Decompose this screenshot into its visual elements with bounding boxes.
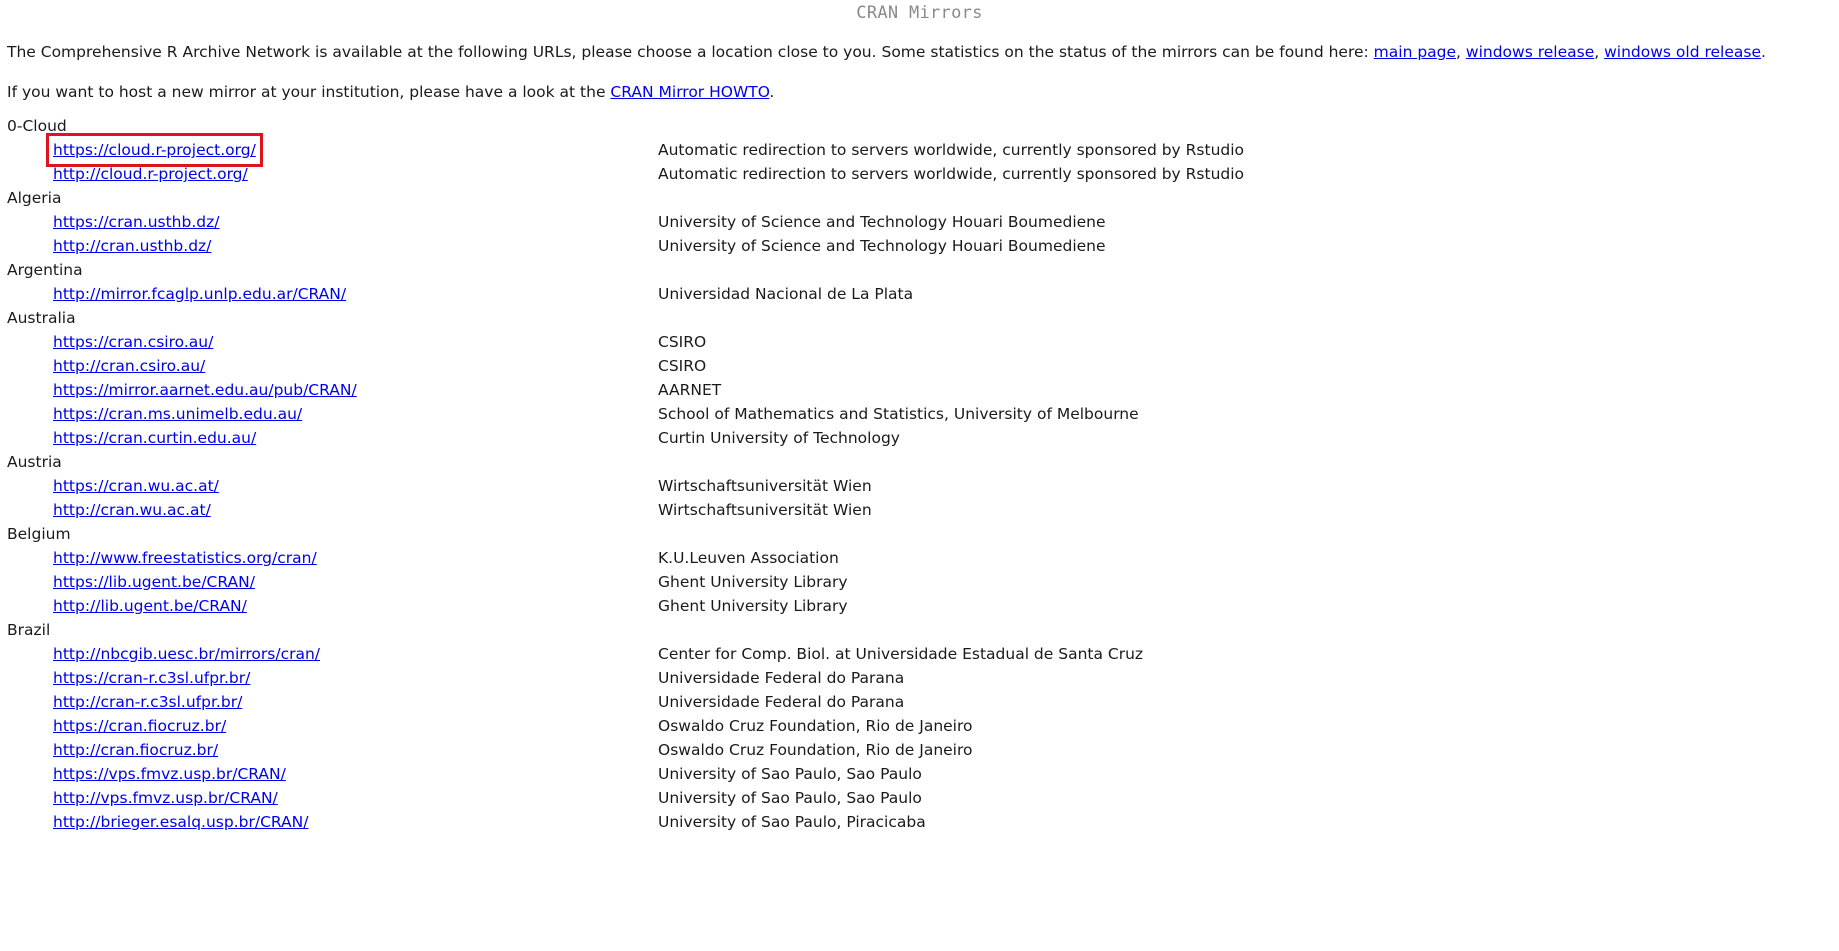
cran-mirror-howto-link[interactable]: CRAN Mirror HOWTO — [610, 83, 770, 101]
mirror-url-cell — [7, 426, 658, 450]
mirror-row — [7, 162, 1832, 186]
mirror-row — [7, 690, 1832, 714]
mirror-host-description: University of Sao Paulo, Sao Paulo — [658, 789, 922, 807]
mirror-host-description: Ghent University Library — [658, 573, 848, 591]
mirror-url-link[interactable]: http://vps.fmvz.usp.br/CRAN/ — [53, 789, 278, 807]
highlighted-mirror-url-link[interactable]: https://cloud.r-project.org/ — [51, 138, 258, 162]
mirror-host-description: CSIRO — [658, 357, 707, 375]
mirror-url-cell — [7, 474, 658, 498]
page-title: CRAN Mirrors — [856, 3, 983, 23]
mirror-row — [7, 498, 1832, 522]
mirror-host-description: University of Sao Paulo, Piracicaba — [658, 813, 926, 831]
mirror-row — [7, 474, 1832, 498]
mirror-url-cell — [7, 786, 658, 810]
mirror-row — [7, 426, 1832, 450]
mirror-url-link[interactable]: https://mirror.aarnet.edu.au/pub/CRAN/ — [53, 381, 357, 399]
mirror-row — [7, 378, 1832, 402]
mirror-row — [7, 714, 1832, 738]
mirror-host-description: University of Science and Technology Houari Boumediene — [658, 237, 1106, 255]
mirror-url-link[interactable]: https://cran.ms.unimelb.edu.au/ — [53, 405, 303, 423]
mirror-url-link[interactable]: https://cran.csiro.au/ — [53, 333, 214, 351]
mirror-url-cell — [7, 402, 658, 426]
mirror-host-description: Center for Comp. Biol. at Universidade Estadual de Santa Cruz — [658, 645, 1144, 663]
mirror-url-cell — [7, 330, 658, 354]
mirror-host-description: University of Science and Technology Houari Boumediene — [658, 213, 1106, 231]
mirror-row — [7, 354, 1832, 378]
mirror-url-link[interactable]: https://cran.fiocruz.br/ — [53, 717, 227, 735]
mirror-row — [7, 138, 1832, 162]
mirror-row — [7, 210, 1832, 234]
mirror-url-cell — [7, 762, 658, 786]
mirror-url-link[interactable]: https://vps.fmvz.usp.br/CRAN/ — [53, 765, 286, 783]
intro-separator: , — [1594, 43, 1605, 61]
country-heading: Belgium — [7, 525, 71, 543]
mirror-row — [7, 330, 1832, 354]
mirror-url-cell — [7, 642, 658, 666]
mirror-host-description: Wirtschaftsuniversität Wien — [658, 477, 872, 495]
country-heading: Algeria — [7, 189, 62, 207]
main-page-link[interactable]: main page — [1373, 43, 1457, 61]
country-heading: Argentina — [7, 261, 83, 279]
intro-paragraph — [7, 41, 1832, 63]
mirror-url-link[interactable]: http://cran.wu.ac.at/ — [53, 501, 211, 519]
mirror-row — [7, 786, 1832, 810]
mirror-host-description: K.U.Leuven Association — [658, 549, 839, 567]
mirror-url-cell — [7, 546, 658, 570]
country-heading: Brazil — [7, 621, 51, 639]
mirror-url-link[interactable]: https://cran-r.c3sl.ufpr.br/ — [53, 669, 251, 687]
mirror-host-description: CSIRO — [658, 333, 707, 351]
mirror-row — [7, 234, 1832, 258]
intro-separator: , — [1456, 43, 1466, 61]
mirror-url-link[interactable]: http://lib.ugent.be/CRAN/ — [53, 597, 247, 615]
mirror-host-description: Curtin University of Technology — [658, 429, 900, 447]
mirror-row — [7, 738, 1832, 762]
windows-release-link[interactable]: windows release — [1465, 43, 1595, 61]
mirror-url-link[interactable]: https://cran.curtin.edu.au/ — [53, 429, 257, 447]
mirror-url-cell — [7, 498, 658, 522]
mirror-url-link[interactable]: http://brieger.esalq.usp.br/CRAN/ — [53, 813, 309, 831]
intro-end: . — [1761, 43, 1766, 61]
mirror-url-cell — [7, 282, 658, 306]
mirror-url-link[interactable]: https://cran.wu.ac.at/ — [53, 477, 219, 495]
mirror-url-cell — [7, 690, 658, 714]
mirror-host-description: University of Sao Paulo, Sao Paulo — [658, 765, 922, 783]
mirror-url-cell — [7, 378, 658, 402]
mirror-host-description: AARNET — [658, 381, 722, 399]
country-heading: Australia — [7, 309, 76, 327]
mirror-host-description: Oswaldo Cruz Foundation, Rio de Janeiro — [658, 717, 973, 735]
mirror-url-cell — [7, 570, 658, 594]
mirror-row — [7, 282, 1832, 306]
country-heading: 0-Cloud — [7, 117, 67, 135]
mirror-row — [7, 594, 1832, 618]
mirror-row — [7, 762, 1832, 786]
mirror-url-link[interactable]: http://cran-r.c3sl.ufpr.br/ — [53, 693, 243, 711]
mirror-host-description: Automatic redirection to servers worldwide, currently sponsored by Rstudio — [658, 165, 1245, 183]
mirror-host-description: Oswaldo Cruz Foundation, Rio de Janeiro — [658, 741, 973, 759]
mirror-host-description: Universidad Nacional de La Plata — [658, 285, 914, 303]
mirror-row — [7, 570, 1832, 594]
intro-text: The Comprehensive R Archive Network is available at the following URLs, please choose a location close to you. Some statistics on the status of the mirrors can be found here: — [7, 43, 1374, 61]
mirror-url-cell — [7, 162, 658, 186]
mirror-row — [7, 642, 1832, 666]
mirror-url-link[interactable]: https://lib.ugent.be/CRAN/ — [53, 573, 255, 591]
mirror-url-link[interactable]: http://cloud.r-project.org/ — [53, 165, 248, 183]
mirror-url-cell — [7, 210, 658, 234]
mirror-url-cell — [7, 138, 658, 162]
mirror-url-link[interactable]: http://www.freestatistics.org/cran/ — [53, 549, 317, 567]
mirror-host-description: Automatic redirection to servers worldwide, currently sponsored by Rstudio — [658, 141, 1245, 159]
mirror-url-cell — [7, 594, 658, 618]
mirror-host-description: Ghent University Library — [658, 597, 848, 615]
mirror-url-cell — [7, 354, 658, 378]
mirror-row — [7, 810, 1832, 834]
mirror-url-link[interactable]: http://mirror.fcaglp.unlp.edu.ar/CRAN/ — [53, 285, 347, 303]
mirror-url-link[interactable]: https://cran.usthb.dz/ — [53, 213, 220, 231]
mirror-url-cell — [7, 738, 658, 762]
mirror-url-cell — [7, 810, 658, 834]
mirror-url-link[interactable]: http://cran.fiocruz.br/ — [53, 741, 219, 759]
mirror-url-link[interactable]: http://cran.usthb.dz/ — [53, 237, 212, 255]
mirror-host-description: Universidade Federal do Parana — [658, 669, 905, 687]
mirror-url-cell — [7, 666, 658, 690]
mirror-host-description: School of Mathematics and Statistics, University of Melbourne — [658, 405, 1139, 423]
mirror-list — [7, 114, 1832, 834]
host-mirror-paragraph — [7, 81, 1832, 103]
mirror-row — [7, 666, 1832, 690]
mirror-host-description: Universidade Federal do Parana — [658, 693, 905, 711]
mirror-url-cell — [7, 714, 658, 738]
windows-old-release-link[interactable]: windows old release — [1604, 43, 1761, 61]
mirror-row — [7, 402, 1832, 426]
mirror-host-description: Wirtschaftsuniversität Wien — [658, 501, 872, 519]
mirror-url-link[interactable]: http://nbcgib.uesc.br/mirrors/cran/ — [53, 645, 321, 663]
mirror-row — [7, 546, 1832, 570]
host-mirror-end: . — [769, 83, 775, 101]
host-mirror-text: If you want to host a new mirror at your institution, please have a look at the — [7, 83, 611, 101]
mirror-url-link[interactable]: http://cran.csiro.au/ — [53, 357, 206, 375]
country-heading: Austria — [7, 453, 62, 471]
mirror-url-cell — [7, 234, 658, 258]
